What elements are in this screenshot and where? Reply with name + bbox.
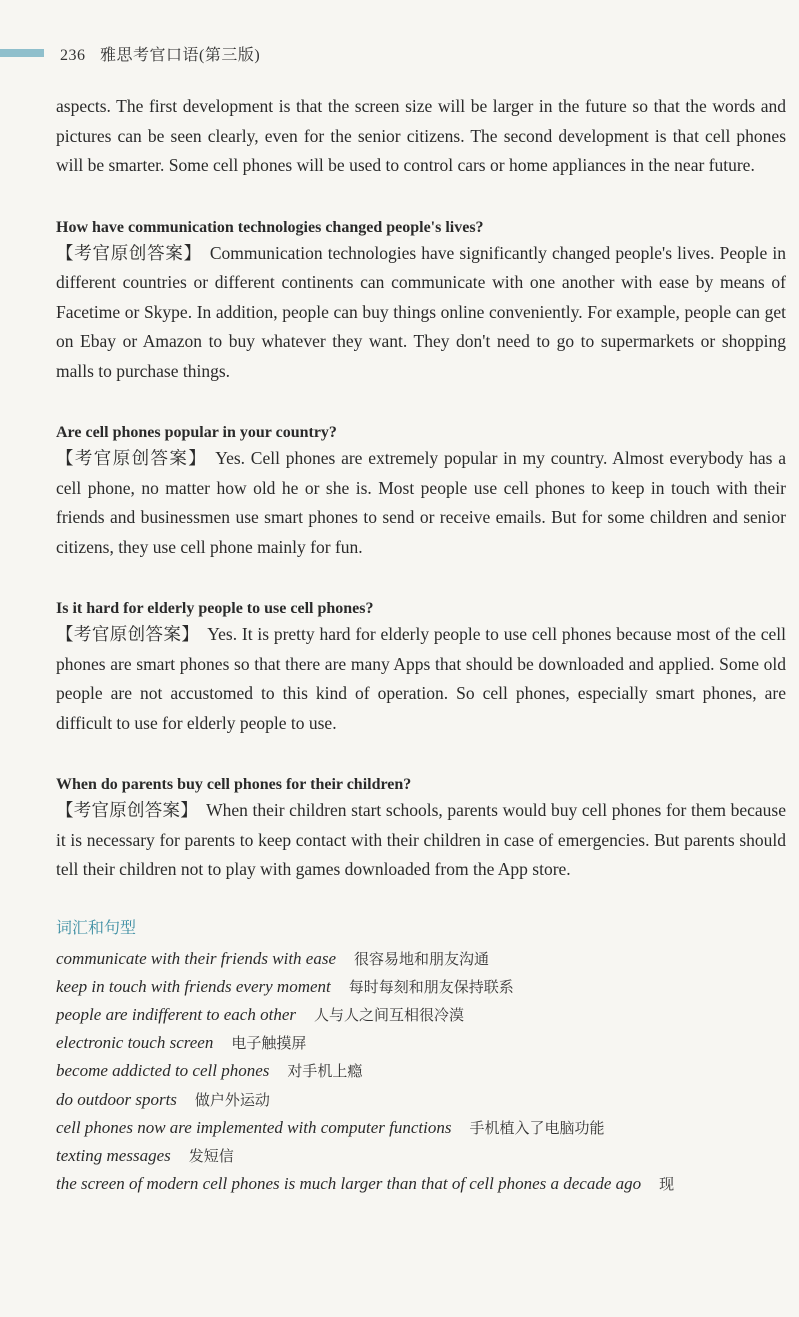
vocab-chinese: 电子触摸屏 xyxy=(231,1034,307,1053)
vocab-chinese: 现 xyxy=(659,1175,675,1194)
question-heading: How have communication technologies changed people's lives? xyxy=(56,218,484,236)
qa-block-3 xyxy=(56,598,786,738)
vocab-item xyxy=(56,1170,786,1198)
vocab-english: texting messages xyxy=(56,1145,171,1165)
vocab-item xyxy=(56,973,786,1001)
page-number: 236 xyxy=(60,47,86,64)
vocab-chinese: 发短信 xyxy=(188,1146,234,1165)
vocab-english: electronic touch screen xyxy=(56,1033,214,1053)
vocab-chinese: 人与人之间互相很冷漠 xyxy=(313,1005,464,1024)
vocab-list xyxy=(56,945,786,1199)
vocab-chinese: 做户外运动 xyxy=(194,1090,270,1109)
vocab-item xyxy=(56,1114,786,1142)
vocab-chinese: 每时每刻和朋友保持联系 xyxy=(348,977,514,996)
answer-text: When their children start schools, parents would buy cell phones for them because it is necessary for parents to keep contact with their children in case of emergencies. But parents should tell their children not to play with games downloaded from the App store. xyxy=(56,800,786,879)
vocab-chinese: 对手机上瘾 xyxy=(287,1062,363,1081)
vocab-item xyxy=(56,1001,786,1029)
answer-tag: 【考官原创答案】 xyxy=(56,242,202,263)
vocab-english: become addicted to cell phones xyxy=(56,1061,270,1081)
vocab-item xyxy=(56,1086,786,1114)
page-header xyxy=(0,42,799,64)
page-content xyxy=(56,92,786,1198)
qa-block-2 xyxy=(56,422,786,562)
header-text xyxy=(60,42,260,65)
vocab-english: cell phones now are implemented with computer functions xyxy=(56,1117,452,1137)
answer-paragraph xyxy=(56,620,786,738)
answer-tag: 【考官原创答案】 xyxy=(56,624,200,644)
vocab-english: the screen of modern cell phones is much larger than that of cell phones a decade ago xyxy=(56,1174,642,1194)
vocab-item xyxy=(56,945,786,973)
qa-block-1 xyxy=(56,217,786,387)
header-accent-bar xyxy=(0,49,44,57)
question-heading: Are cell phones popular in your country? xyxy=(56,424,337,441)
vocab-chinese: 手机植入了电脑功能 xyxy=(469,1118,605,1137)
question-heading: Is it hard for elderly people to use cell phones? xyxy=(56,600,374,617)
answer-text: Yes. Cell phones are extremely popular in my country. Almost everybody has a cell phone, no matter how old he or she is. Most people use cell phones to keep in touch with their friends and businessmen use smart phones to send or receive emails. But for some children and senior citizens, they use cell phone mainly for fun. xyxy=(56,448,787,557)
vocab-chinese: 很容易地和朋友沟通 xyxy=(354,949,490,968)
vocab-item xyxy=(56,1142,786,1170)
vocab-english: keep in touch with friends every moment xyxy=(56,976,331,996)
vocab-item xyxy=(56,1057,786,1085)
answer-text: Yes. It is pretty hard for elderly people to use cell phones because most of the cell phones are smart phones so that there are many Apps that should be downloaded and applied. Some old people are not accustomed to this kind of operation. So cell phones, especially smart phones, are difficult to use for elderly people to use. xyxy=(56,624,786,733)
vocab-english: do outdoor sports xyxy=(56,1089,177,1109)
question-heading: When do parents buy cell phones for their children? xyxy=(56,776,412,793)
answer-tag: 【考官原创答案】 xyxy=(56,448,208,468)
answer-tag: 【考官原创答案】 xyxy=(56,800,199,820)
answer-paragraph xyxy=(56,239,786,387)
qa-block-4 xyxy=(56,774,786,885)
answer-paragraph xyxy=(56,796,786,885)
intro-paragraph: aspects. The first development is that the screen size will be larger in the future so that the words and pictures can be seen clearly, even for the senior citizens. The second development is that cell phones will be smarter. Some cell phones will be used to control cars or home appliances in the near future. xyxy=(56,96,786,175)
book-title: 雅思考官口语(第三版) xyxy=(100,47,261,64)
vocab-section-title: 词汇和句型 xyxy=(56,917,137,937)
vocab-english: people are indifferent to each other xyxy=(56,1004,296,1024)
answer-text: Communication technologies have significantly changed people's lives. People in different countries or different continents can communicate with one another with ease by means of Facetime or Skype. In addition, people can buy things online conveniently. For example, people can get on Ebay or Amazon to buy whatever they want. They don't need to go to supermarkets or shopping malls to purchase things. xyxy=(56,242,786,381)
answer-paragraph xyxy=(56,444,786,562)
vocab-item xyxy=(56,1029,786,1057)
vocab-english: communicate with their friends with ease xyxy=(56,948,336,968)
